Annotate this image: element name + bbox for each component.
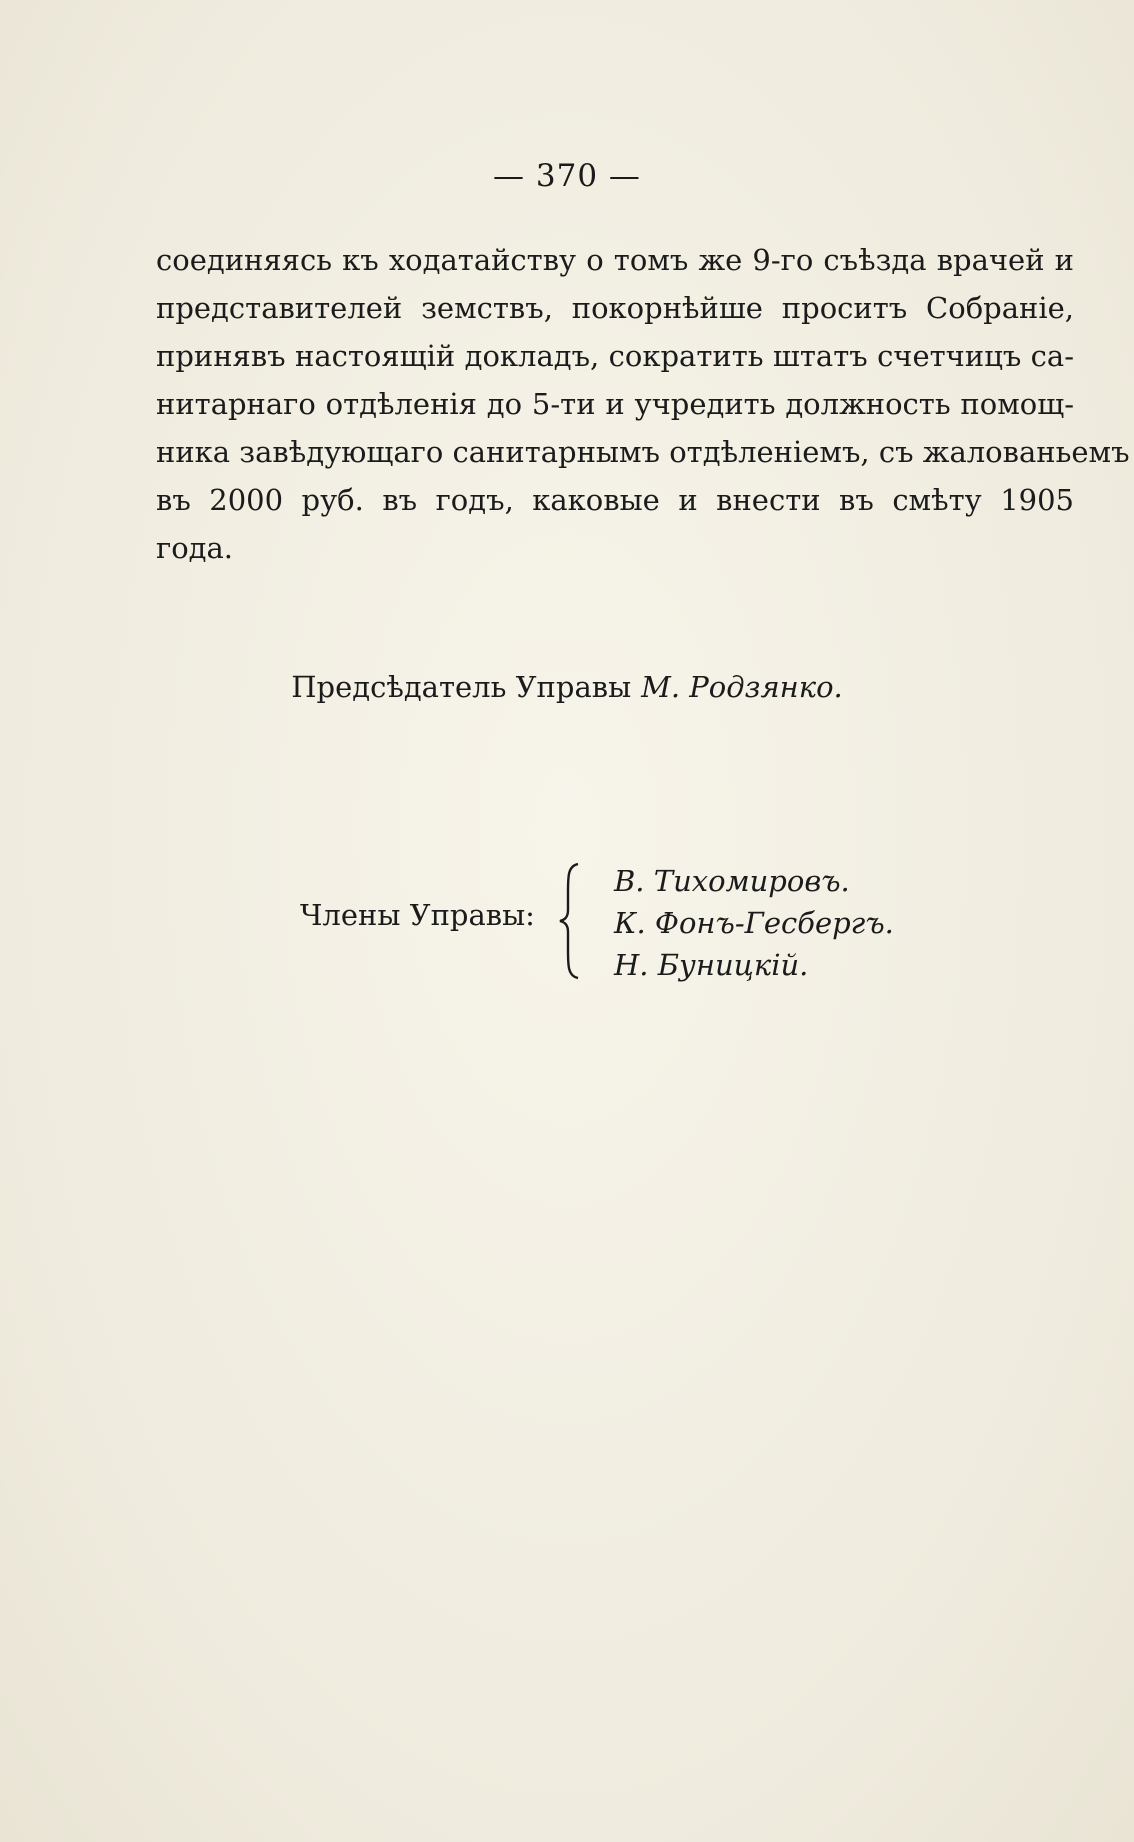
- chairman-label: Предсѣдатель Управы: [291, 670, 632, 704]
- chairman-name: М. Родзянко.: [641, 670, 843, 704]
- member-name: Н. Буницкій.: [614, 948, 809, 982]
- members-list: [614, 860, 894, 986]
- member-name: В. Тихомировъ.: [614, 864, 850, 898]
- paragraph-line: въ 2000 руб. въ годъ, каковые и внести въ смѣту 1905: [156, 483, 1074, 517]
- page-number: — 370 —: [493, 158, 641, 194]
- paragraph-line: представителей земствъ, покорнѣйше проситъ Собраніе,: [156, 291, 1074, 325]
- curly-brace-icon: [558, 862, 582, 980]
- paragraph-line: года.: [156, 531, 234, 565]
- paragraph-line: принявъ настоящій докладъ, сократить штатъ счетчицъ са-: [156, 339, 1074, 373]
- members-label: Члены Управы:: [300, 898, 535, 932]
- paragraph-line: соединяясь къ ходатайству о томъ же 9-го съѣзда врачей и: [156, 243, 1074, 277]
- body-paragraph: [156, 236, 1130, 572]
- chairman-signature: [0, 670, 1134, 704]
- member-name: К. Фонъ-Гесбергъ.: [614, 906, 894, 940]
- paragraph-line: ника завѣдующаго санитарнымъ отдѣленіемъ, съ жалованьемъ: [156, 435, 1130, 469]
- paragraph-line: нитарнаго отдѣленія до 5-ти и учредить должность помощ-: [156, 387, 1074, 421]
